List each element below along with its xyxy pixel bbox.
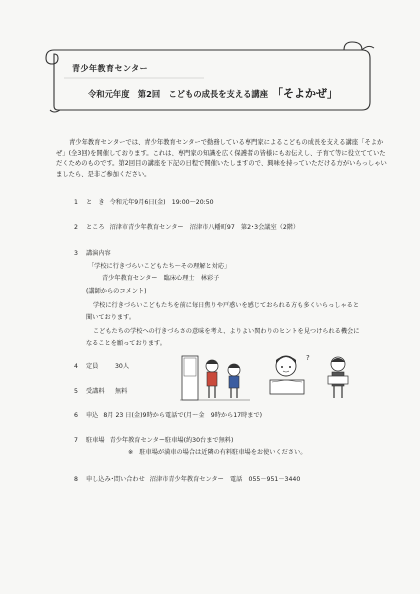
item-number: 2 [74,224,78,231]
organization-name: 青少年教育センター [72,64,149,73]
item-content [74,249,116,259]
item-label: 受講料 [86,388,105,395]
lecture-title-prefix: 令和元年度 第2回 こどもの成長を支える講座 [88,89,269,99]
item-number: 8 [74,476,78,483]
item-label: 申し込み･問い合わせ [86,476,145,483]
parking-note: ※ 駐車場が満車の場合は近隣の有料駐車場をお使いください。 [128,449,307,456]
scroll-frame-graphic [44,40,378,114]
item-contact [74,475,300,485]
item-number: 1 [74,199,78,206]
item-value: 沼津市青少年教育センター 沼津市八幡町97 第2･3会議室（2階） [109,224,300,231]
header-scroll-banner [44,40,378,114]
item-label: 申込 [86,412,99,419]
item-number: 4 [74,363,78,370]
item-number: 6 [74,412,78,419]
item-apply [74,411,262,421]
item-value: 30人 [115,363,130,370]
comment-line: 聞いております。 [86,314,136,321]
speaker: 青少年教育センター 臨床心理士 林彩子 [102,275,220,282]
comment-line: こどもたちの学校への行きづらさの意味を考え、よりよい関わりのヒントを見つけられる機会に [93,328,360,335]
item-value: 青少年教育センター駐車場(約30台まで無料) [109,437,234,444]
item-number: 7 [74,437,78,444]
comment-label: (講師からのコメント) [86,288,147,295]
item-label: 駐車場 [86,437,105,444]
lecture-title [88,85,338,101]
item-label: 講演内容 [86,250,111,257]
comment-line: 学校に行きづらいこどもたちを前に毎日焦りや戸惑いを感じておられる方も多くいらっしゃると [93,302,360,309]
item-value: 無料 [115,388,128,395]
item-label: ところ [86,224,105,231]
comment-line: なることを願っております。 [86,340,166,347]
item-time [74,198,214,208]
talk-title: 「学校に行きづらいこどもたち～その理解と対応」 [88,263,231,270]
item-value: 沼津市青少年教育センター 電話 055－951－3440 [149,476,301,483]
reading-child-illustration [318,352,358,402]
intro-paragraph: 青少年教育センターでは、青少年教育センターで勤務している専門家によるこどもの成長を支える講座「そよかぜ」(全3回)を開催しております。これは、専門家の知識を広く保護者の皆様にもお伝えし、子育て等に役立てていただくためのものです。第2回目の講座を下記の日程で開催いたしますので、興味を持っていただける方がいらっしゃいましたら、是非ご参加ください。 [56,139,387,178]
item-fee [74,387,127,397]
item-number: 3 [74,250,78,257]
item-capacity [74,362,129,372]
studying-child-illustration [262,350,312,400]
children-illustration [180,352,252,404]
lecture-nickname: 「そよかぜ」 [272,87,339,100]
item-parking [74,436,233,446]
item-value: 8月 23 日(金)9時から電話で(月～金 9時から17時まで) [103,412,263,419]
item-label: 定員 [86,363,99,370]
item-label: と き [86,199,105,206]
item-value: 令和元年9月6日(金) 19:00～20:50 [109,199,214,206]
svg-text:?: ? [306,354,310,362]
item-number: 5 [74,388,78,395]
item-place [74,223,299,233]
